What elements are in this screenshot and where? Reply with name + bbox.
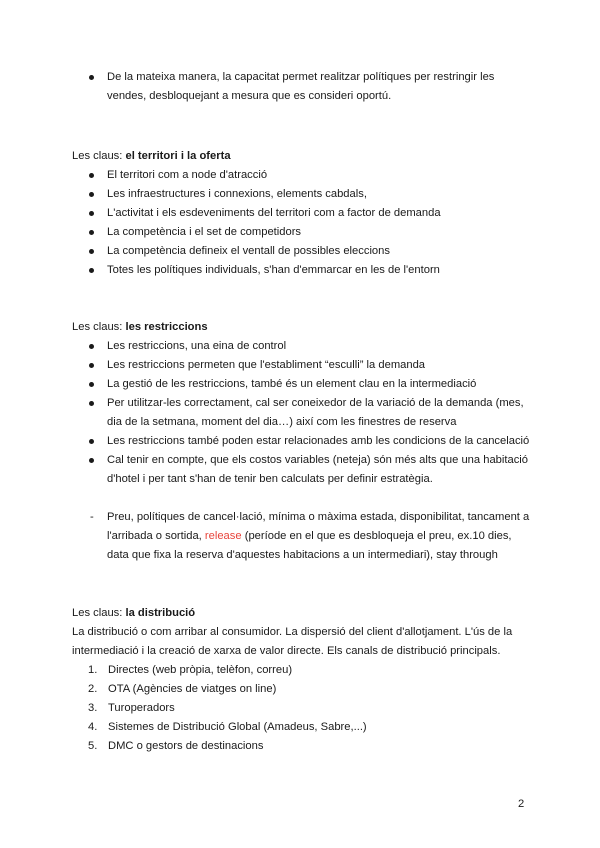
section-heading: Les claus: la distribució: [72, 607, 196, 619]
dash-marker: -: [90, 511, 94, 523]
bullet-icon: [89, 75, 94, 80]
numbered-item: 4. Sistemes de Distribució Global (Amadeus, Sabre,...): [88, 721, 367, 733]
bullet-icon: [89, 249, 94, 254]
list-item: Les infraestructures i connexions, elements cabdals,: [72, 185, 532, 204]
list-item: Per utilitzar-les correctament, cal ser coneixedor de la variació de la demanda (mes, dia de la setmana, moment del dia…) així com les finestres de reserva: [72, 394, 532, 432]
bullet-icon: [89, 211, 94, 216]
bullet-icon: [89, 382, 94, 387]
numbered-item: 1. Directes (web pròpia, telèfon, correu): [88, 664, 293, 676]
bullet-icon: [89, 192, 94, 197]
bullet-icon: [89, 439, 94, 444]
intro-section: [72, 68, 532, 106]
list-item: La competència i el set de competidors: [72, 223, 532, 242]
territori-section: [72, 147, 532, 280]
list-item: De la mateixa manera, la capacitat permet realitzar polítiques per restringir les vendes, desbloquejant a mesura que es consideri oportú.: [72, 68, 532, 106]
release-highlight: release: [204, 530, 242, 542]
bullet-icon: [89, 230, 94, 235]
section-heading: Les claus: el territori i la oferta: [72, 150, 231, 162]
bullet-icon: [89, 173, 94, 178]
bullet-icon: [89, 344, 94, 349]
numbered-item: 3. Turoperadors: [88, 702, 175, 714]
bullet-icon: [89, 458, 94, 463]
list-item: Totes les polítiques individuals, s'han d'emmarcar en les de l'entorn: [72, 261, 532, 280]
distribucio-section: [72, 604, 532, 756]
section-heading: Les claus: les restriccions: [72, 321, 208, 333]
numbered-item: 5. DMC o gestors de destinacions: [88, 740, 264, 752]
list-item: Cal tenir en compte, que els costos variables (neteja) són més alts que una habitació d'hotel i per tant s'han de tenir ben calculats per definir estratègia.: [72, 451, 532, 489]
dash-list-item: - Preu, polítiques de cancel·lació, mínima o màxima estada, disponibilitat, tancament a l'arribada o sortida, release (període en el que es desbloqueja el preu, ex.10 dies, data que fixa la reserva d'aquestes habitacions a un intermediari), stay through: [72, 508, 532, 565]
list-item: La gestió de les restriccions, també és un element clau en la intermediació: [72, 375, 532, 394]
page-number: 2: [518, 798, 525, 810]
list-item: Les restriccions també poden estar relacionades amb les condicions de la cancelació: [72, 432, 532, 451]
distribucio-paragraph: La distribució o com arribar al consumidor. La dispersió del client d'allotjament. L'ús de la intermediació i la creació de xarxa de valor directe. Els canals de distribució principals.: [72, 626, 513, 657]
bullet-icon: [89, 363, 94, 368]
bullet-icon: [89, 268, 94, 273]
bullet-icon: [89, 401, 94, 406]
restriccions-section: [72, 318, 532, 565]
list-item: Les restriccions, una eina de control: [72, 337, 532, 356]
numbered-item: 2. OTA (Agències de viatges on line): [88, 683, 277, 695]
list-item: La competència defineix el ventall de possibles eleccions: [72, 242, 532, 261]
list-item: Les restriccions permeten que l'establiment “esculli” la demanda: [72, 356, 532, 375]
list-item: L'activitat i els esdeveniments del territori com a factor de demanda: [72, 204, 532, 223]
list-item: El territori com a node d'atracció: [72, 166, 532, 185]
